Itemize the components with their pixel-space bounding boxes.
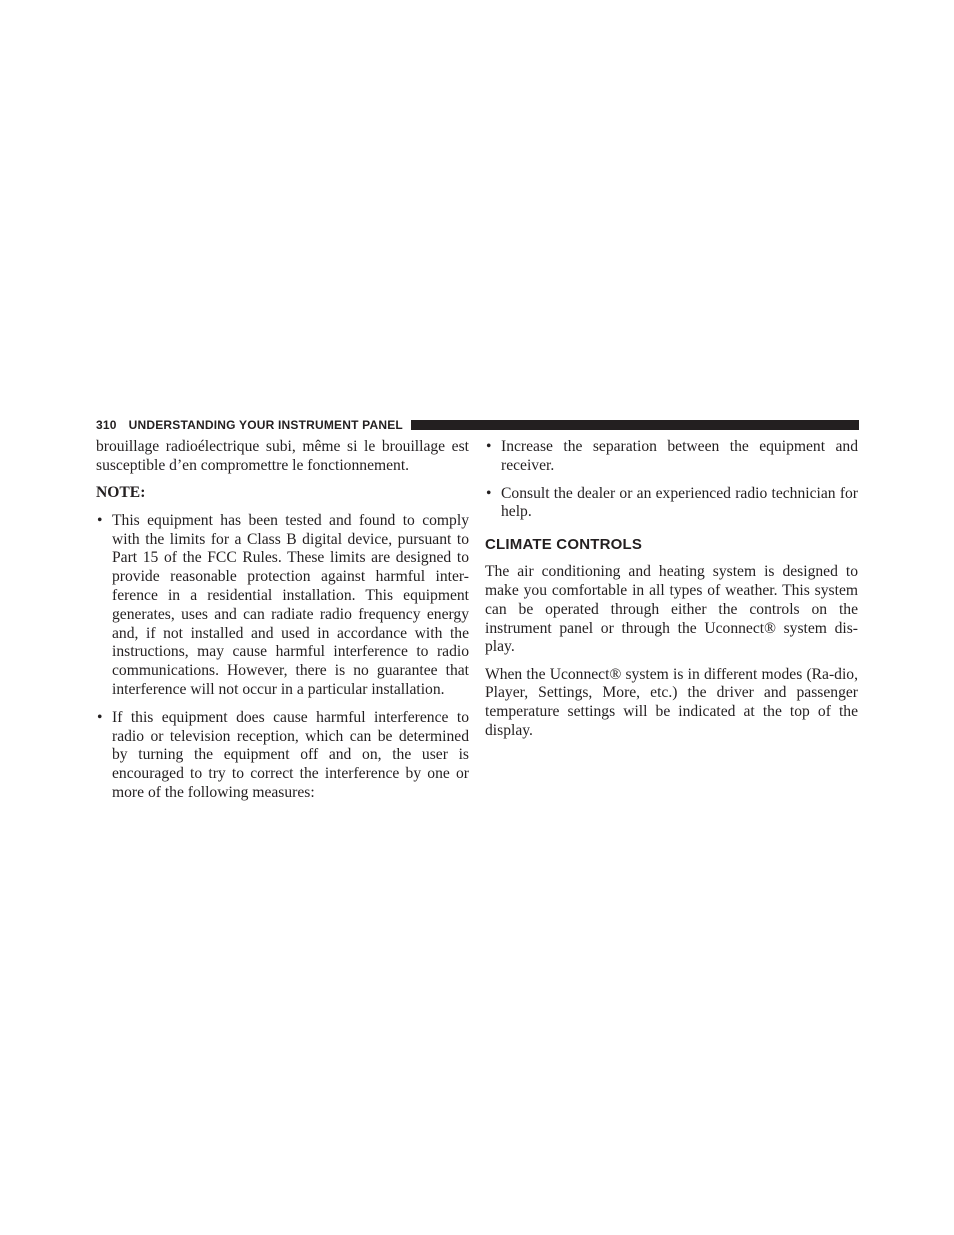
list-item (485, 485, 858, 523)
list-item (485, 438, 858, 476)
measures-bullet-list (485, 438, 858, 522)
right-column (485, 438, 858, 749)
list-item (96, 512, 469, 700)
bullet-icon: • (486, 438, 492, 455)
note-bullet-list (96, 512, 469, 803)
climate-controls-heading: CLIMATE CONTROLS (485, 536, 643, 554)
bullet-icon: • (486, 484, 492, 502)
section-title: UNDERSTANDING YOUR INSTRUMENT PANEL (128, 418, 403, 432)
left-column (96, 438, 469, 812)
list-item-text: This equipment has been tested and found to comply with the limits for a Class B digital device, pursuant to Part 15 of the FCC Rules. These limits are designed to provide reasonable protection against harmful inter-ference in a residential installation. This equipment generates, uses and can radiate radio frequency energy and, if not installed and used in accordance with the instructions, may cause harmful interference to radio communications. However, there is no guarantee that interference will not occur in a particular installation. (112, 511, 469, 699)
bullet-icon: • (97, 708, 103, 726)
note-label: NOTE: (96, 484, 146, 502)
intro-paragraph: brouillage radioélectrique subi, même si le brouillage est susceptible d’en compromettre le fonctionnement. (96, 438, 469, 474)
body-paragraph: When the Uconnect® system is in different modes (Ra-dio, Player, Settings, More, etc.) the driver and passenger temperature settings will be indicated at the top of the display. (485, 665, 858, 740)
list-item-text: Increase the separation between the equipment and receiver. (501, 438, 858, 474)
page-number: 310 (96, 418, 117, 432)
list-item (96, 709, 469, 803)
bullet-icon: • (97, 511, 103, 529)
list-item-text: Consult the dealer or an experienced radio technician for help. (501, 484, 858, 521)
body-paragraph: The air conditioning and heating system is designed to make you comfortable in all types of weather. This system can be operated through either the controls on the instrument panel or through the Uconnect® system dis-play. (485, 563, 858, 656)
page-header (96, 417, 859, 433)
list-item-text: If this equipment does cause harmful interference to radio or television reception, which can be determined by turning the equipment off and on, the user is encouraged to try to correct the interference by one or more of the following measures: (112, 708, 469, 802)
header-rule-bar (411, 420, 859, 430)
